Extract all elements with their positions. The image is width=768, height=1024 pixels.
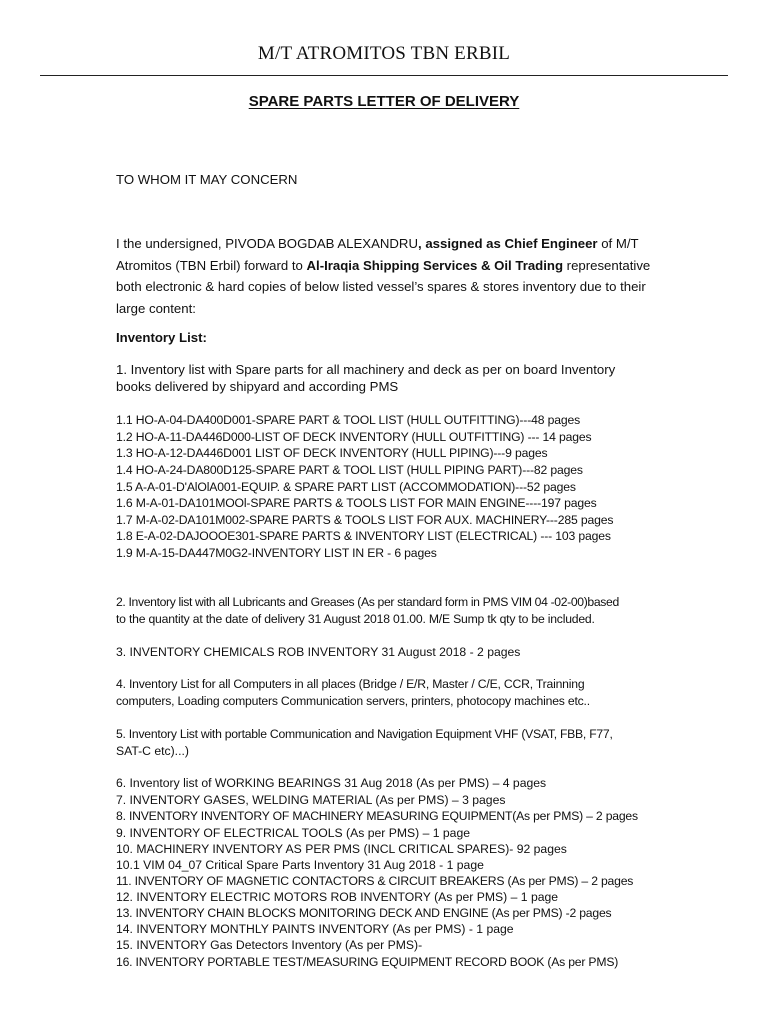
sublist-item: 1.8 E-A-02-DAJOOOE301-SPARE PARTS & INVENTORY LIST (ELECTRICAL) --- 103 pages <box>116 529 611 543</box>
item-5-line-2: SAT-C etc)...) <box>116 744 189 758</box>
list-item: 10. MACHINERY INVENTORY AS PER PMS (INCL CRITICAL SPARES)- 92 pages <box>116 842 567 856</box>
list-item: 8. INVENTORY INVENTORY OF MACHINERY MEASURING EQUIPMENT(As per PMS) – 2 pages <box>116 809 638 823</box>
document-subtitle: SPARE PARTS LETTER OF DELIVERY <box>248 93 520 110</box>
list-item: 6. Inventory list of WORKING BEARINGS 31 Aug 2018 (As per PMS) – 4 pages <box>116 776 547 790</box>
item-1-line-2: books delivered by shipyard and according PMS <box>116 379 399 394</box>
list-item: 14. INVENTORY MONTHLY PAINTS INVENTORY (As per PMS) - 1 page <box>116 922 514 936</box>
item-2-line-1: 2. Inventory list with all Lubricants and Greases (As per standard form in PMS VIM 04 -02-00)based <box>116 595 619 609</box>
document-title: M/T ATROMITOS TBN ERBIL <box>257 43 511 64</box>
sublist-item: 1.9 M-A-15-DA447M0G2-INVENTORY LIST IN ER - 6 pages <box>116 546 437 560</box>
sublist-item: 1.6 M-A-01-DA101MOOl-SPARE PARTS & TOOLS LIST FOR MAIN ENGINE----197 pages <box>116 496 597 510</box>
intro-text-2: , assigned as <box>418 236 505 251</box>
sublist-item: 1.2 HO-A-11-DA446D000-LIST OF DECK INVENTORY (HULL OUTFITTING) --- 14 pages <box>116 430 592 444</box>
sublist-item: 1.1 HO-A-04-DA400D001-SPARE PART & TOOL LIST (HULL OUTFITTING)---48 pages <box>116 413 581 427</box>
inventory-heading: Inventory List: <box>116 330 207 345</box>
list-item: 16. INVENTORY PORTABLE TEST/MEASURING EQUIPMENT RECORD BOOK (As per PMS) <box>116 955 619 969</box>
list-item: 9. INVENTORY OF ELECTRICAL TOOLS (As per PMS) – 1 page <box>116 826 471 840</box>
item-4-line-1: 4. Inventory List for all Computers in all places (Bridge / E/R, Master / C/E, CCR, Trainning <box>116 677 585 691</box>
intro-text-3: of M/T Atromitos (TBN Erbil) forward to <box>116 236 639 273</box>
item-2-line-2: to the quantity at the date of delivery 31 August 2018 01.00. M/E Sump tk qty to be included. <box>116 612 595 626</box>
list-item: 7. INVENTORY GASES, WELDING MATERIAL (As per PMS) – 3 pages <box>116 793 506 807</box>
intro-company: Al-Iraqia Shipping Services & Oil Trading <box>306 257 564 273</box>
intro-paragraph <box>116 233 671 319</box>
sublist-item: 1.7 M-A-02-DA101M002-SPARE PARTS & TOOLS LIST FOR AUX. MACHINERY---285 pages <box>116 513 614 527</box>
intro-text-1: I the undersigned, PIVODA BOGDAB ALEXANDRU <box>116 236 418 251</box>
sublist-item: 1.4 HO-A-24-DA800D125-SPARE PART & TOOL LIST (HULL PIPING PART)---82 pages <box>116 463 583 477</box>
item-4-line-2: computers, Loading computers Communication servers, printers, photocopy machines etc.. <box>116 694 590 708</box>
item-3: 3. INVENTORY CHEMICALS ROB INVENTORY 31 August 2018 - 2 pages <box>116 645 521 659</box>
salutation: TO WHOM IT MAY CONCERN <box>116 172 298 187</box>
sublist-item: 1.3 HO-A-12-DA446D001 LIST OF DECK INVENTORY (HULL PIPING)---9 pages <box>116 446 548 460</box>
item-5-line-1: 5. Inventory List with portable Communication and Navigation Equipment VHF (VSAT, FBB, F77, <box>116 727 613 741</box>
sublist-item: 1.5 A-A-01-D'AlOlA001-EQUIP. & SPARE PART LIST (ACCOMMODATION)---52 pages <box>116 480 576 494</box>
item-1-line-1: 1. Inventory list with Spare parts for all machinery and deck as per on board Inventory <box>116 362 616 377</box>
list-item: 13. INVENTORY CHAIN BLOCKS MONITORING DECK AND ENGINE (As per PMS) -2 pages <box>116 906 612 920</box>
list-item: 12. INVENTORY ELECTRIC MOTORS ROB INVENTORY (As per PMS) – 1 page <box>116 890 559 904</box>
title-underline-rule <box>40 75 728 76</box>
list-item: 15. INVENTORY Gas Detectors Inventory (As per PMS)- <box>116 938 423 952</box>
list-item: 11. INVENTORY OF MAGNETIC CONTACTORS & CIRCUIT BREAKERS (As per PMS) – 2 pages <box>116 874 634 888</box>
intro-text-4: representative both electronic & hard copies of below listed vessel’s spares & stores inventory due to their large content: <box>116 257 651 316</box>
list-item: 10.1 VIM 04_07 Critical Spare Parts Inventory 31 Aug 2018 - 1 page <box>116 858 484 872</box>
intro-role: Chief Engineer <box>504 236 598 251</box>
